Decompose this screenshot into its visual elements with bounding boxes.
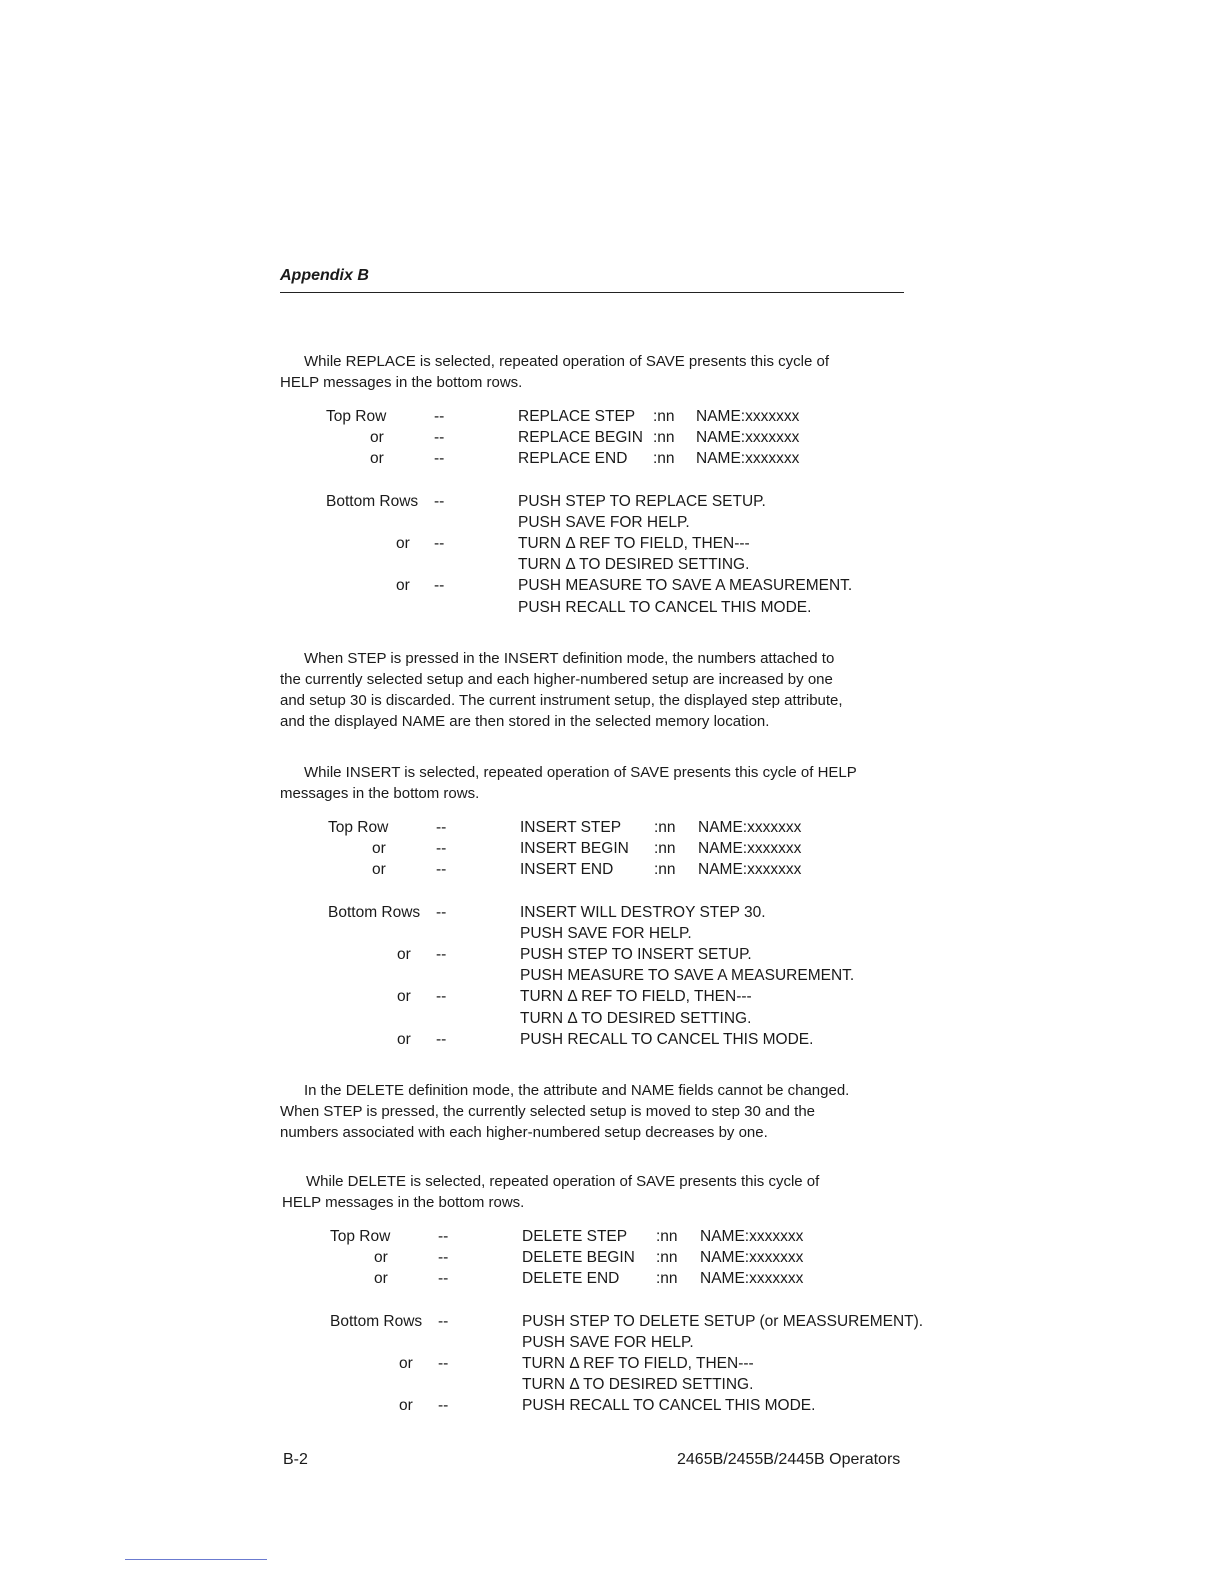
bottom-row-message — [0, 1332, 1224, 1353]
top-row-message — [0, 1226, 1224, 1247]
top-row-message — [0, 1268, 1224, 1289]
page-header-title: Appendix B — [280, 267, 369, 284]
help-message: TURN Δ TO DESIRED SETTING. — [520, 1009, 752, 1027]
row-dash: -- — [438, 1312, 449, 1330]
command-text: REPLACE STEP — [518, 408, 636, 425]
name-field: NAME:xxxxxxx — [696, 429, 800, 447]
row-dash: -- — [436, 819, 447, 836]
row-dash: -- — [438, 1228, 449, 1245]
row-dash: -- — [436, 946, 447, 963]
help-message: PUSH RECALL TO CANCEL THIS MODE. — [520, 1030, 814, 1048]
page-number: B-2 — [283, 1451, 308, 1468]
insert-intro — [280, 762, 920, 804]
name-field: NAME:xxxxxxx — [700, 1249, 804, 1267]
paragraph-line: In the DELETE definition mode, the attribute and NAME fields cannot be changed. — [304, 1082, 850, 1099]
row-dash: -- — [434, 450, 445, 468]
paragraph-line: When STEP is pressed in the INSERT definition mode, the numbers attached to — [304, 650, 835, 667]
bottom-row-message — [0, 902, 1224, 923]
paragraph-line: the currently selected setup and each higher-numbered setup are increased by one — [280, 671, 833, 688]
delete-intro-line: While DELETE is selected, repeated operation of SAVE presents this cycle of — [306, 1173, 820, 1190]
row-dash: -- — [434, 535, 445, 552]
top-row-message — [0, 817, 1224, 838]
help-message: TURN Δ REF TO FIELD, THEN--- — [518, 535, 750, 552]
name-field: NAME:xxxxxxx — [698, 861, 802, 879]
number-field: :nn — [654, 819, 676, 836]
bottom-row-message — [0, 512, 1224, 533]
bottom-row-message — [0, 554, 1224, 575]
paragraph-line: and the displayed NAME are then stored in the selected memory location. — [280, 713, 770, 730]
row-dash: -- — [436, 903, 447, 921]
name-field: NAME:xxxxxxx — [700, 1228, 804, 1245]
command-text: INSERT END — [520, 861, 614, 879]
number-field: :nn — [654, 861, 676, 879]
row-dash: -- — [438, 1270, 449, 1288]
bottom-rule — [125, 1559, 267, 1560]
delete-intro — [282, 1171, 922, 1213]
bottom-row-message — [0, 597, 1224, 618]
top-row-message — [0, 406, 1224, 427]
command-text: INSERT BEGIN — [520, 840, 629, 858]
row-label: or — [396, 535, 410, 552]
replace-intro — [280, 351, 920, 393]
name-field: NAME:xxxxxxx — [700, 1270, 804, 1288]
help-message: PUSH RECALL TO CANCEL THIS MODE. — [518, 598, 812, 616]
name-field: NAME:xxxxxxx — [698, 819, 802, 836]
delete-definition-paragraph — [280, 1080, 920, 1143]
insert-intro-line: messages in the bottom rows. — [280, 785, 480, 802]
delete-intro-line: HELP messages in the bottom rows. — [282, 1194, 525, 1211]
row-label: or — [370, 450, 384, 468]
help-message: PUSH MEASURE TO SAVE A MEASUREMENT. — [520, 967, 855, 985]
number-field: :nn — [653, 450, 675, 468]
command-text: REPLACE END — [518, 450, 628, 468]
row-dash: -- — [436, 840, 447, 858]
paragraph-line: When STEP is pressed, the currently selected setup is moved to step 30 and the — [280, 1103, 816, 1120]
bottom-row-message — [0, 1395, 1224, 1416]
help-message: PUSH SAVE FOR HELP. — [520, 924, 692, 942]
name-field: NAME:xxxxxxx — [696, 408, 800, 425]
row-label: or — [370, 429, 384, 447]
bottom-row-message — [0, 986, 1224, 1007]
top-row-message — [0, 859, 1224, 880]
bottom-row-message — [0, 965, 1224, 986]
number-field: :nn — [656, 1249, 678, 1267]
top-row-message — [0, 427, 1224, 448]
bottom-row-message — [0, 575, 1224, 596]
number-field: :nn — [653, 408, 675, 425]
row-dash: -- — [434, 408, 445, 425]
help-message: TURN Δ REF TO FIELD, THEN--- — [520, 988, 752, 1006]
number-field: :nn — [656, 1270, 678, 1288]
row-label: or — [372, 861, 386, 879]
help-message: TURN Δ REF TO FIELD, THEN--- — [522, 1355, 754, 1372]
row-dash: -- — [436, 988, 447, 1006]
help-message: PUSH STEP TO REPLACE SETUP. — [518, 492, 766, 510]
help-message: TURN Δ TO DESIRED SETTING. — [522, 1376, 754, 1394]
replace-intro-line: HELP messages in the bottom rows. — [280, 374, 523, 391]
number-field: :nn — [656, 1228, 678, 1245]
row-dash: -- — [434, 492, 445, 510]
row-label: or — [399, 1397, 413, 1415]
replace-intro-line: While REPLACE is selected, repeated operation of SAVE presents this cycle of — [304, 353, 829, 370]
bottom-row-message — [0, 1029, 1224, 1050]
command-text: DELETE STEP — [522, 1228, 628, 1245]
top-row-message — [0, 448, 1224, 469]
row-label: Bottom Rows — [328, 903, 421, 921]
help-message: PUSH STEP TO INSERT SETUP. — [520, 946, 752, 963]
row-label: Top Row — [326, 408, 387, 425]
bottom-row-message — [0, 533, 1224, 554]
help-message: PUSH STEP TO DELETE SETUP (or MEASSUREMENT). — [522, 1312, 924, 1330]
help-message: PUSH MEASURE TO SAVE A MEASUREMENT. — [518, 577, 853, 595]
row-label: or — [372, 840, 386, 858]
row-label: or — [399, 1355, 413, 1372]
row-label: or — [397, 1030, 411, 1048]
command-text: DELETE BEGIN — [522, 1249, 635, 1267]
bottom-row-message — [0, 1374, 1224, 1395]
name-field: NAME:xxxxxxx — [696, 450, 800, 468]
row-label: or — [396, 577, 410, 595]
bottom-row-message — [0, 1353, 1224, 1374]
help-message: PUSH SAVE FOR HELP. — [522, 1333, 694, 1351]
manual-title: 2465B/2455B/2445B Operators — [677, 1451, 901, 1468]
bottom-row-message — [0, 923, 1224, 944]
number-field: :nn — [654, 840, 676, 858]
row-dash: -- — [434, 429, 445, 447]
help-message: PUSH RECALL TO CANCEL THIS MODE. — [522, 1397, 816, 1415]
row-label: Bottom Rows — [330, 1312, 423, 1330]
insert-definition-paragraph — [280, 648, 920, 732]
insert-intro-line: While INSERT is selected, repeated operation of SAVE presents this cycle of HELP — [304, 764, 857, 781]
help-message: INSERT WILL DESTROY STEP 30. — [520, 903, 766, 921]
row-dash: -- — [436, 861, 447, 879]
row-label: or — [397, 946, 411, 963]
row-dash: -- — [438, 1355, 449, 1372]
bottom-row-message — [0, 491, 1224, 512]
bottom-row-message — [0, 1311, 1224, 1332]
row-label: or — [374, 1249, 388, 1267]
bottom-row-message — [0, 1008, 1224, 1029]
paragraph-line: numbers associated with each higher-numbered setup decreases by one. — [280, 1124, 768, 1141]
row-dash: -- — [434, 577, 445, 595]
command-text: DELETE END — [522, 1270, 620, 1288]
command-text: INSERT STEP — [520, 819, 622, 836]
row-label: or — [374, 1270, 388, 1288]
header-divider — [280, 292, 904, 293]
help-message: PUSH SAVE FOR HELP. — [518, 513, 690, 531]
row-dash: -- — [438, 1249, 449, 1267]
paragraph-line: and setup 30 is discarded. The current instrument setup, the displayed step attribute, — [280, 692, 843, 709]
command-text: REPLACE BEGIN — [518, 429, 643, 447]
name-field: NAME:xxxxxxx — [698, 840, 802, 858]
bottom-row-message — [0, 944, 1224, 965]
top-row-message — [0, 838, 1224, 859]
row-dash: -- — [436, 1030, 447, 1048]
row-dash: -- — [438, 1397, 449, 1415]
help-message: TURN Δ TO DESIRED SETTING. — [518, 556, 750, 574]
row-label: Top Row — [328, 819, 389, 836]
number-field: :nn — [653, 429, 675, 447]
top-row-message — [0, 1247, 1224, 1268]
row-label: Bottom Rows — [326, 492, 419, 510]
row-label: Top Row — [330, 1228, 391, 1245]
row-label: or — [397, 988, 411, 1006]
